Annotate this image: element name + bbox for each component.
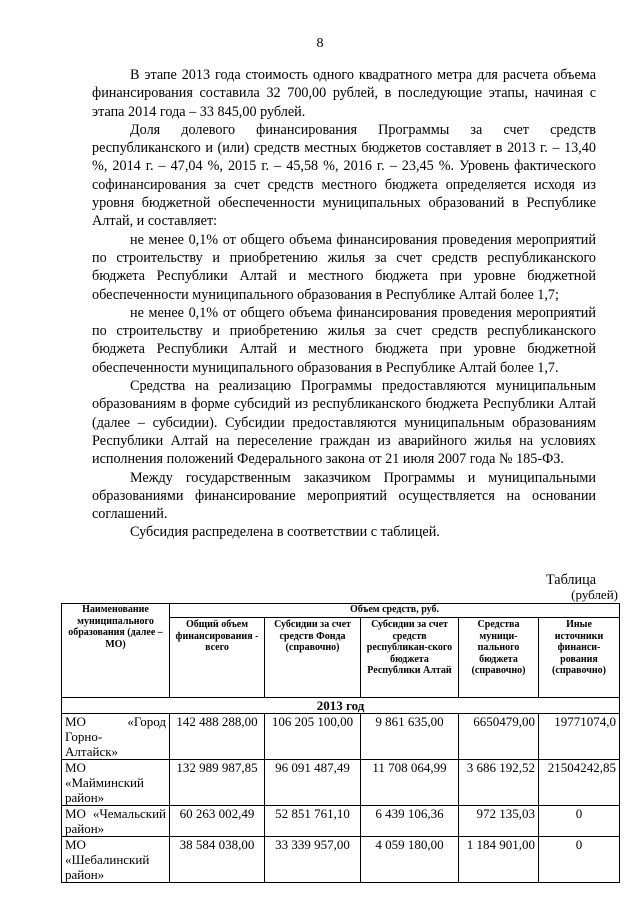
paragraph-condition-2: не менее 0,1% от общего объема финансирования проведения мероприятий по строительству и приобретению жилья за счет средств республиканского бюджета Республики Алтай и местного бюджета при уровне бюджетной обеспеченности муниципального образования в Республике Алтай более 1,7. [92,304,596,376]
table-row [62,714,620,760]
table-caption: Таблица [545,572,596,588]
republic-subsidy-cell: 9 861 635,00 [361,714,459,760]
table-units: (рублей) [571,587,618,602]
header-other-sources: Иные источники финанси-рования (справочно) [539,618,620,698]
table-row [62,760,620,806]
paragraph-table-intro: Субсидия распределена в соответствии с таблицей. [130,524,440,541]
other-sources-cell: 0 [539,837,620,883]
page-number: 8 [316,36,324,51]
subsidy-table [61,603,620,883]
mo-name [62,806,170,837]
municipal-budget-cell: 1 184 901,00 [459,837,539,883]
mo-name [62,837,170,883]
mo-name [62,714,170,760]
mo-name-line: МО «Шебалинский [65,837,150,867]
other-sources-cell: 0 [539,806,620,837]
header-republic-subsidies: Субсидии за счет средств республикан-ского бюджета Республики Алтай [361,618,459,698]
republic-subsidy-cell: 4 059 180,00 [361,837,459,883]
mo-name-line: МО «Город Горно- [65,714,166,744]
table-row [62,837,620,883]
paragraph-agreements: Между государственным заказчиком Программы и муниципальными образованиями финансирование мероприятий осуществляется на основании соглашений. [92,469,596,523]
fund-subsidy-cell: 96 091 487,49 [265,760,361,806]
other-sources-cell: 19771074,0 [539,714,620,760]
republic-subsidy-cell: 11 708 064,99 [361,760,459,806]
header-funds-volume: Объем средств, руб. [170,604,620,618]
municipal-budget-cell: 6650479,00 [459,714,539,760]
mo-name-line: район» [65,790,105,805]
paragraph-cofinancing-share: Доля долевого финансирования Программы за счет средств республиканского и (или) средств местных бюджетов составляет в 2013 г. – 13,40 %, 2014 г. – 47,04 %, 2015 г. – 45,58 %, 2016 г. – 23,45 %. Уровень фактического софинансирования за счет средств местного бюджета определяется исходя из уровня бюджетной обеспеченности муниципальных образований в Республике Алтай, и составляет: [92,121,596,230]
paragraph-condition-1: не менее 0,1% от общего объема финансирования проведения мероприятий по строительству и приобретению жилья за счет средств республиканского бюджета Республики Алтай и местного бюджета при уровне бюджетной обеспеченности муниципального образования в Республике Алтай более 1,7; [92,231,596,303]
header-mo-name: Наименование муниципального образования (далее – МО) [62,604,170,698]
fund-subsidy-cell: 106 205 100,00 [265,714,361,760]
fund-subsidy-cell: 33 339 957,00 [265,837,361,883]
mo-name-line: район» [65,867,105,882]
mo-name-line: МО «Чемальский [65,806,166,821]
total-financing-cell: 142 488 288,00 [170,714,265,760]
municipal-budget-cell: 3 686 192,52 [459,760,539,806]
header-fund-subsidies: Субсидии за счет средств Фонда (справочно) [265,618,361,698]
mo-name-line: район» [65,821,105,836]
mo-name-line: Алтайск» [65,744,119,759]
fund-subsidy-cell: 52 851 761,10 [265,806,361,837]
header-municipal-budget: Средства муници-пального бюджета (справочно) [459,618,539,698]
total-financing-cell: 132 989 987,85 [170,760,265,806]
header-total-financing: Общий объем финансирования - всего [170,618,265,698]
total-financing-cell: 60 263 002,49 [170,806,265,837]
paragraph-subsidy-provision: Средства на реализацию Программы предоставляются муниципальным образованиям в форме субсидий из республиканского бюджета Республики Алтай (далее – субсидии). Субсидии предоставляются муниципальным образованиям Республики Алтай на переселение граждан из аварийного жилья на условиях исполнения положений Федерального закона от 21 июля 2007 года № 185-ФЗ. [92,378,596,468]
body-text [92,66,596,542]
table-row [62,806,620,837]
year-row: 2013 год [62,698,620,714]
municipal-budget-cell: 972 135,03 [459,806,539,837]
total-financing-cell: 38 584 038,00 [170,837,265,883]
paragraph-stage-cost: В этапе 2013 года стоимость одного квадратного метра для расчета объема финансирования составила 32 700,00 рублей, в последующие этапы, начиная с этапа 2014 года – 33 845,00 рублей. [92,67,596,120]
other-sources-cell: 21504242,85 [539,760,620,806]
mo-name [62,760,170,806]
republic-subsidy-cell: 6 439 106,36 [361,806,459,837]
mo-name-line: МО «Майминский [65,760,144,790]
